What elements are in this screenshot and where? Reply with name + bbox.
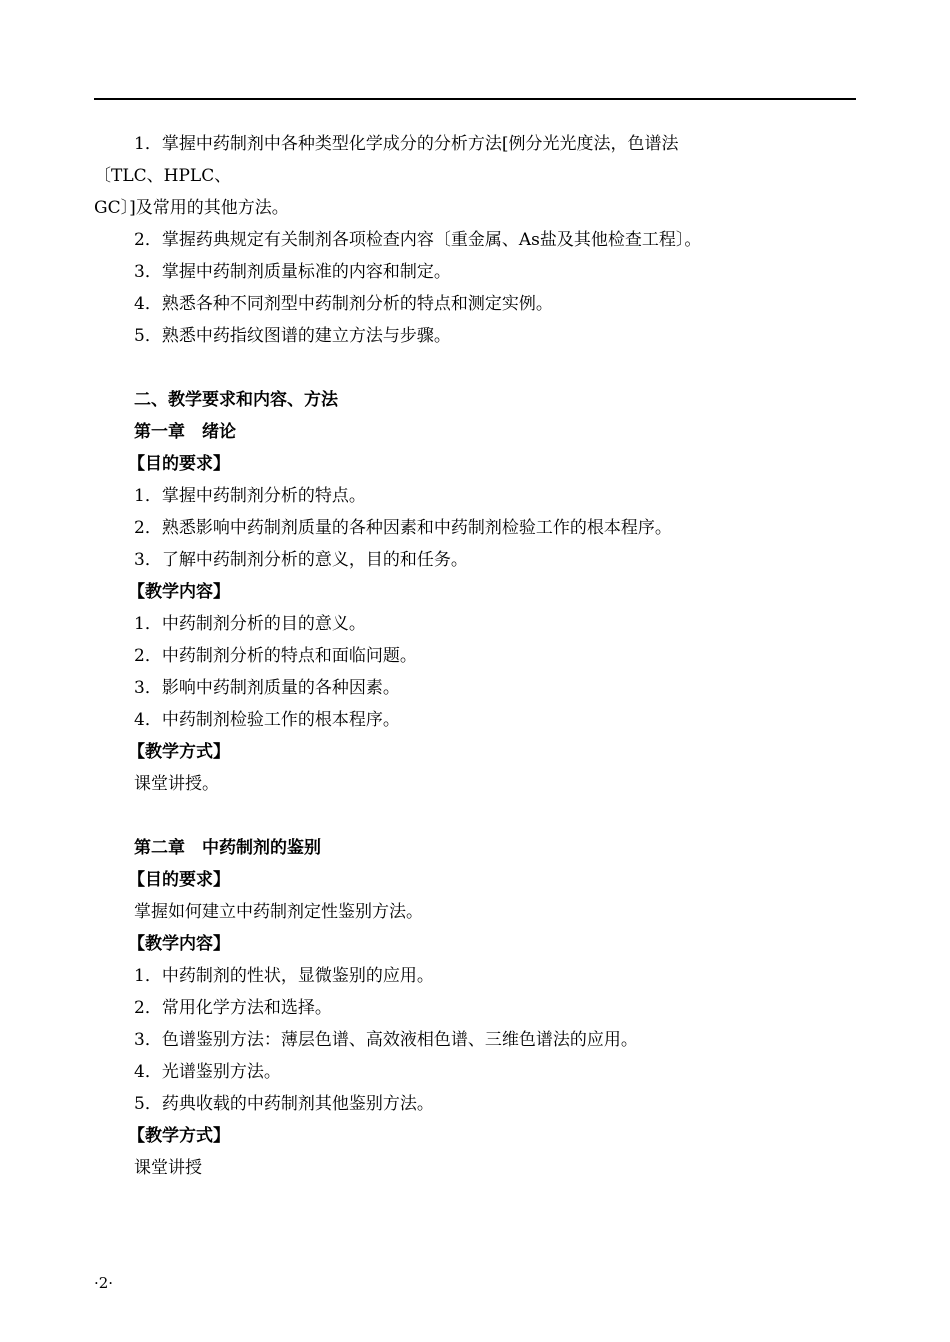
chapter2-objective: 掌握如何建立中药制剂定性鉴别方法。 — [134, 902, 423, 922]
chapter2-method: 课堂讲授 — [134, 1158, 202, 1178]
chapter2-objectives-heading: 【目的要求】 — [128, 870, 230, 890]
chapter1-objective-2: 2．熟悉影响中药制剂质量的各种因素和中药制剂检验工作的根本程序。 — [134, 518, 672, 538]
chapter2-title: 第二章 中药制剂的鉴别 — [134, 838, 321, 858]
chapter2-content-1: 1．中药制剂的性状，显微鉴别的应用。 — [134, 966, 434, 986]
chapter1-method: 课堂讲授。 — [134, 774, 219, 794]
chapter1-content-4: 4．中药制剂检验工作的根本程序。 — [134, 710, 400, 730]
intro-item-1-cont-a: 〔TLC、HPLC、 — [94, 166, 232, 186]
chapter2-content-2: 2．常用化学方法和选择。 — [134, 998, 332, 1018]
chapter1-objective-1: 1．掌握中药制剂分析的特点。 — [134, 486, 366, 506]
chapter1-content-heading: 【教学内容】 — [128, 582, 230, 602]
intro-item-2: 2．掌握药典规定有关制剂各项检查内容〔重金属、As盐及其他检查工程〕。 — [134, 230, 702, 250]
chapter2-content-4: 4．光谱鉴别方法。 — [134, 1062, 281, 1082]
chapter1-content-3: 3．影响中药制剂质量的各种因素。 — [134, 678, 400, 698]
chapter2-method-heading: 【教学方式】 — [128, 1126, 230, 1146]
intro-item-4: 4．熟悉各种不同剂型中药制剂分析的特点和测定实例。 — [134, 294, 553, 314]
chapter1-content-1: 1．中药制剂分析的目的意义。 — [134, 614, 366, 634]
intro-item-1: 1．掌握中药制剂中各种类型化学成分的分析方法[例分光光度法，色谱法 — [134, 134, 679, 154]
header-rule — [94, 98, 856, 100]
chapter1-objective-3: 3．了解中药制剂分析的意义，目的和任务。 — [134, 550, 468, 570]
intro-item-5: 5．熟悉中药指纹图谱的建立方法与步骤。 — [134, 326, 451, 346]
chapter1-objectives-heading: 【目的要求】 — [128, 454, 230, 474]
chapter2-content-3: 3．色谱鉴别方法：薄层色谱、高效液相色谱、三维色谱法的应用。 — [134, 1030, 638, 1050]
section-title: 二、教学要求和内容、方法 — [134, 390, 338, 410]
chapter1-title: 第一章 绪论 — [134, 422, 236, 442]
chapter1-content-2: 2．中药制剂分析的特点和面临问题。 — [134, 646, 417, 666]
page-number: ·2· — [94, 1274, 114, 1292]
chapter2-content-5: 5．药典收载的中药制剂其他鉴别方法。 — [134, 1094, 434, 1114]
chapter2-content-heading: 【教学内容】 — [128, 934, 230, 954]
intro-item-1-cont-b: GC〕]及常用的其他方法。 — [94, 198, 289, 218]
intro-item-3: 3．掌握中药制剂质量标准的内容和制定。 — [134, 262, 451, 282]
chapter1-method-heading: 【教学方式】 — [128, 742, 230, 762]
